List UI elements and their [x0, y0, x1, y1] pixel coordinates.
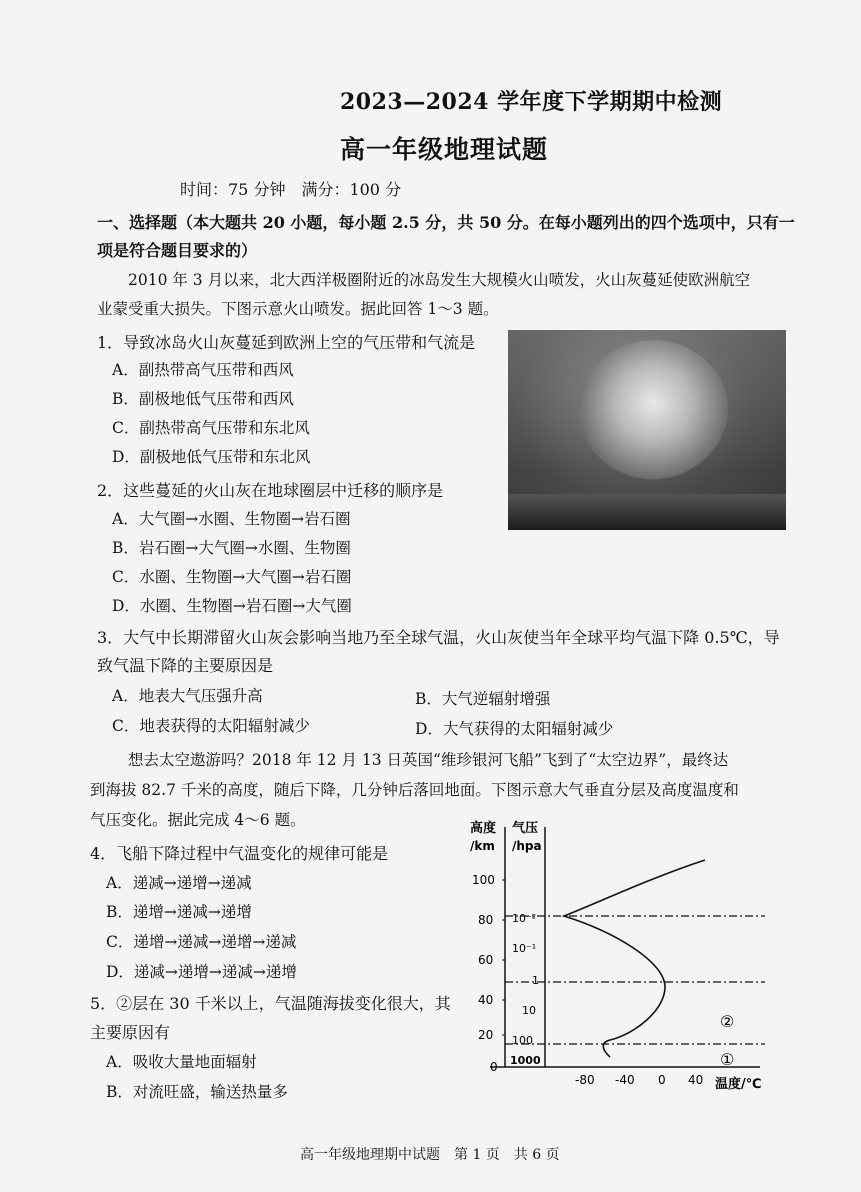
temperature-tick: 0	[658, 1073, 666, 1087]
passage2-line: 到海拔 82.7 千米的高度，随后下降，几分钟后落回地面。下图示意大气垂直分层及高度温度和	[90, 781, 739, 799]
atmosphere-figure	[460, 812, 780, 1097]
q5-stem-cont: 主要原因有	[90, 1023, 171, 1042]
pressure-axis-unit: /hpa	[512, 839, 542, 853]
q4-option-c: C．递增→递减→递增→递减	[106, 933, 297, 951]
q1-option-b: B．副极地低气压带和西风	[112, 390, 294, 408]
q3-option-c: C．地表获得的太阳辐射减少	[112, 717, 310, 735]
temperature-tick: 40	[688, 1073, 704, 1087]
q1-option-c: C．副热带高气压带和东北风	[112, 419, 310, 437]
layer-2-marker: ②	[720, 1012, 735, 1031]
q5-stem: 5．②层在 30 千米以上，气温随海拔变化很大，其	[90, 994, 451, 1013]
q1-option-a: A．副热带高气压带和西风	[112, 361, 294, 379]
page-footer: 高一年级地理期中试题 第 1 页 共 6 页	[300, 1147, 560, 1163]
q4-option-a: A．递减→递增→递减	[106, 874, 252, 892]
temperature-ticks	[575, 1073, 762, 1092]
pressure-tick: 10⁻²	[512, 912, 537, 925]
pressure-tick: 10⁻¹	[512, 942, 537, 955]
temperature-tick: -40	[615, 1073, 635, 1087]
height-tick: 40	[478, 993, 494, 1007]
q2-option-b: B．岩石圈→大气圈→水圈、生物圈	[112, 539, 351, 557]
height-ticks	[472, 873, 505, 1074]
pressure-tick: 100	[512, 1034, 533, 1047]
q5-option-b: B．对流旺盛，输送热量多	[106, 1083, 288, 1101]
height-axis-unit: /km	[470, 839, 495, 853]
pressure-tick: 10	[522, 1004, 536, 1017]
passage2-line: 气压变化。据此完成 4～6 题。	[90, 811, 306, 829]
height-tick: 60	[478, 953, 494, 967]
q1-stem: 1．导致冰岛火山灰蔓延到欧洲上空的气压带和气流是	[97, 333, 476, 352]
temperature-curve	[564, 860, 705, 1057]
temperature-tick: -80	[575, 1073, 595, 1087]
temperature-axis-label: 温度/℃	[715, 1077, 762, 1092]
height-axis-label: 高度	[470, 821, 497, 836]
q4-stem: 4．飞船下降过程中气温变化的规律可能是	[90, 844, 389, 863]
height-tick: 0	[490, 1060, 498, 1074]
exam-meta: 时间：75 分钟 满分：100 分	[180, 180, 402, 199]
layer-1-marker: ①	[720, 1050, 735, 1069]
q3-stem: 3．大气中长期滞留火山灰会影响当地乃至全球气温，火山灰使当年全球平均气温下降 0.5℃，导	[97, 628, 780, 647]
exam-title: 2023—2024 学年度下学期期中检测	[340, 89, 723, 115]
q2-option-d: D．水圈、生物圈→岩石圈→大气圈	[112, 597, 352, 615]
passage1-line: 业蒙受重大损失。下图示意火山喷发。据此回答 1～3 题。	[97, 300, 499, 318]
q1-option-d: D．副极地低气压带和东北风	[112, 448, 311, 466]
q4-option-b: B．递增→递减→递增	[106, 903, 252, 921]
q2-option-c: C．水圈、生物圈→大气圈→岩石圈	[112, 568, 352, 586]
passage1-line: 2010 年 3 月以来，北大西洋极圈附近的冰岛发生大规模火山喷发，火山灰蔓延使欧洲航空	[128, 271, 751, 289]
q4-option-d: D．递减→递增→递减→递增	[106, 963, 297, 981]
q2-stem: 2．这些蔓延的火山灰在地球圈层中迁移的顺序是	[97, 481, 444, 500]
passage2-line: 想去太空遨游吗？2018 年 12 月 13 日英国“维珍银河飞船”飞到了“太空边界”，最终达	[128, 751, 729, 769]
q2-option-a: A．大气圈→水圈、生物圈→岩石圈	[112, 510, 351, 528]
q5-option-a: A．吸收大量地面辐射	[106, 1053, 257, 1071]
height-tick: 100	[472, 873, 495, 887]
height-tick: 20	[478, 1028, 494, 1042]
pressure-tick: 1000	[510, 1054, 541, 1067]
pressure-tick: 1	[532, 974, 539, 987]
height-tick: 80	[478, 913, 494, 927]
section-heading: 一、选择题（本大题共 20 小题，每小题 2.5 分，共 50 分。在每小题列出的四个选项中，只有一	[97, 213, 795, 232]
q3-option-d: D．大气获得的太阳辐射减少	[415, 720, 614, 738]
section-heading-cont: 项是符合题目要求的）	[97, 241, 258, 260]
q3-option-a: A．地表大气压强升高	[112, 687, 263, 705]
q3-stem-cont: 致气温下降的主要原因是	[97, 656, 274, 675]
exam-subtitle: 高一年级地理试题	[340, 135, 549, 164]
volcano-eruption-photo	[508, 330, 786, 530]
q3-option-b: B．大气逆辐射增强	[415, 690, 551, 708]
pressure-axis-label: 气压	[512, 821, 539, 836]
